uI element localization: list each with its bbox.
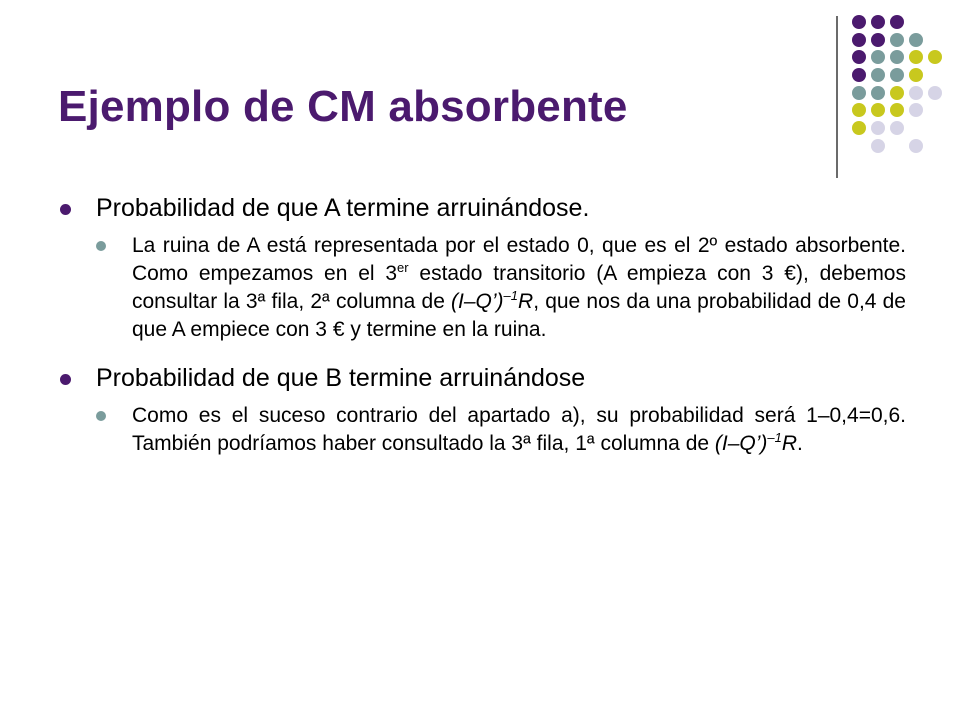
- bullet-item-1: [60, 192, 906, 344]
- dot-row-7: [852, 121, 904, 135]
- sub-bullet-dot-icon: [96, 241, 106, 251]
- dot-row-2: [852, 33, 923, 47]
- sub-bullet-text: Como es el suceso contrario del apartado a), su probabilidad será 1–0,4=0,6. También podríamos haber consultado la 3ª fila, 1ª columna de (I–Q’)$^{-1}$R.: [132, 404, 906, 455]
- dot-row-6: [852, 103, 923, 117]
- sub-bullet-item-2: [96, 402, 906, 458]
- dot-row-4: [852, 68, 923, 82]
- sub-bullet-text: La ruina de A está representada por el estado 0, que es el 2º estado absorbente. Como empezamos en el 3er estado transitorio (A empieza con 3 €), debemos consultar la 3ª fila, 2ª columna de (I–Q’)$^{-1}$R, que nos da una probabilidad de 0,4 de que A empiece con 3 € y termine en la ruina.: [132, 234, 906, 341]
- dot-row-3: [852, 50, 942, 64]
- bullet-text: Probabilidad de que B termine arruinándose: [96, 364, 586, 392]
- bullet-list: [60, 192, 906, 458]
- dot-row-8: [871, 139, 923, 153]
- bullet-dot-icon: [60, 374, 71, 385]
- slide-title: Ejemplo de CM absorbente: [58, 82, 628, 131]
- vertical-divider: [836, 16, 838, 178]
- bullet-item-2: [60, 362, 906, 458]
- dot-row-1: [852, 15, 904, 29]
- bullet-text: Probabilidad de que A termine arruinándose.: [96, 194, 590, 222]
- bullet-dot-icon: [60, 204, 71, 215]
- sub-bullet-item-1: [96, 232, 906, 344]
- sub-bullet-dot-icon: [96, 411, 106, 421]
- dot-row-5: [852, 86, 942, 100]
